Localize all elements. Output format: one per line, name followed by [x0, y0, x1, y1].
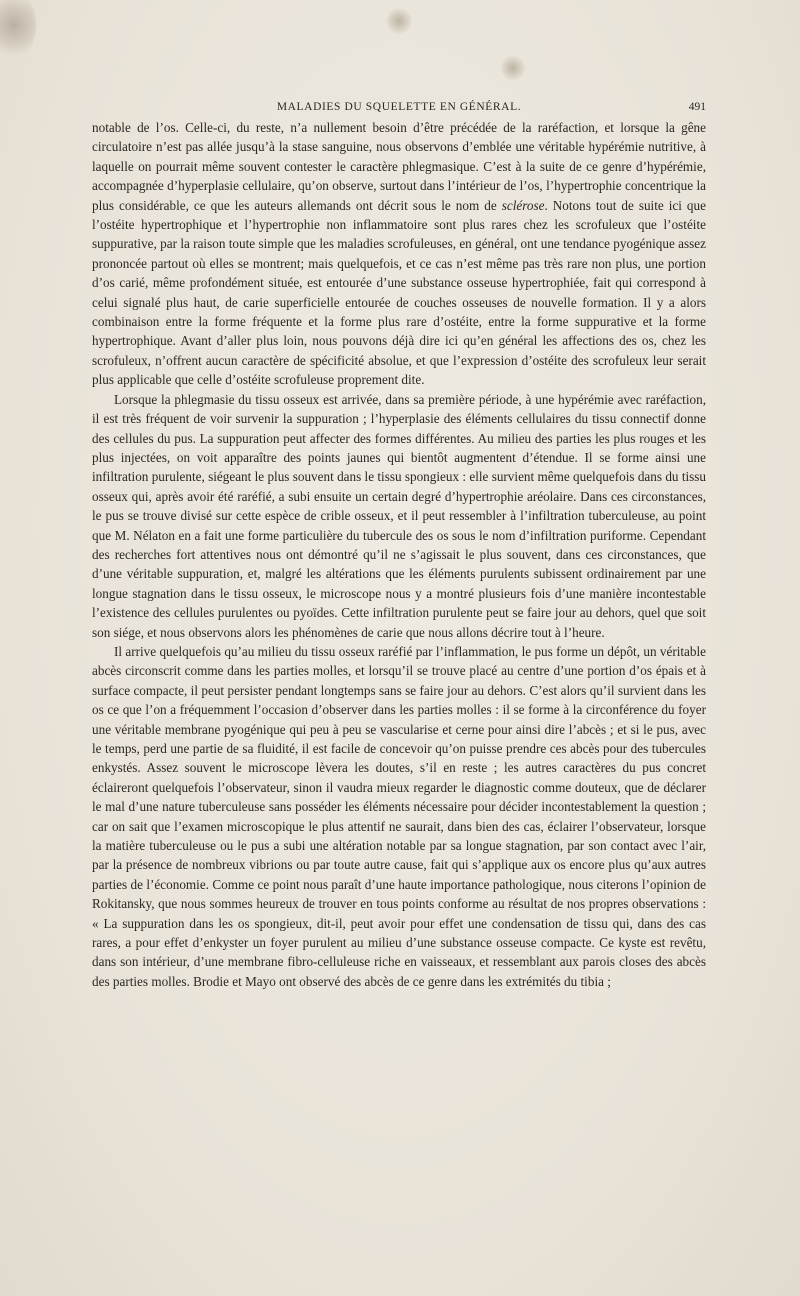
paragraph-text: . Notons tout de suite ici que l’ostéite hypertrophique et l’hypertrophie non inflammatoire sont plus rares chez les scrofuleux que l’ostéite suppurative, par la raison toute simple que les maladies scrofuleuses, en général, ont une tendance pyogénique assez prononcée partout où elles se montrent; mais quelquefois, et ce cas n’est même pas très rare non plus, une portion d’os carié, même profondément située, est entourée d’une substance osseuse hypertrophiée, fait qui correspond à celui signalé plus haut, de carie superficielle entourée de couches osseuses de nouvelle formation. Il y a alors combinaison entre la forme fréquente et la forme plus rare d’ostéite, entre la forme suppurative et la forme hypertrophique. Avant d’aller plus loin, nous pouvons déjà dire ici qu’en général les affections des os, chez les scrofuleux, n’offrent aucun caractère de spécificité absolue, et que l’expression d’ostéite des scrofuleux leur serait plus applicable que celle d’ostéite scrofuleuse proprement dite.: [92, 197, 706, 388]
paragraph: [92, 118, 706, 390]
running-title: MALADIES DU SQUELETTE EN GÉNÉRAL.: [276, 101, 522, 113]
paragraph: Il arrive quelquefois qu’au milieu du tissu osseux raréfié par l’inflammation, le pus forme un dépôt, un véritable abcès circonscrit comme dans les parties molles, et lorsqu’il se trouve placé au centre d’une portion d’os épais et à surface compacte, il peut persister pendant longtemps sans se faire jour au dehors. C’est alors qu’il survient dans les os ce que l’on a fréquemment l’occasion d’observer dans les parties molles : il se forme à la circonférence du foyer une véritable membrane pyogénique qui peu à peu se vascularise et cerne pour ainsi dire l’abcès ; et si le pus, avec le temps, perd une partie de sa fluidité, il est facile de concevoir qu’on puisse prendre ces abcès pour des tubercules enkystés. Assez souvent le microscope lèvera les doutes, s’il en reste ; les autres caractères du pus concret éclaireront quelquefois l’observateur, sinon il vaudra mieux regarder le diagnostic comme douteux, que de déclarer le mal d’une nature tuberculeuse sans posséder les éléments nécessaire pour décider incontestablement la question ; car on sait que l’examen microscopique le plus attentif ne saurait, dans bien des cas, éclairer l’observateur, lorsque la matière tuberculeuse ou le pus a subi une altération notable par sa longue stagnation, par son contact avec l’air, par la présence de nombreux vibrions ou par toute autre cause, fait qui s’applique aux os encore plus qu’aux autres parties de l’économie. Comme ce point nous paraît d’une haute importance pathologique, nous citerons l’opinion de Rokitansky, que nous sommes heureux de trouver en tous points conforme au résultat de nos propres observations : « La suppuration dans les os spongieux, dit-il, peut avoir pour effet une condensation de tissu qui, dans des cas rares, a pour effet d’enkyster un foyer purulent au milieu d’une substance osseuse compacte. Ce kyste est revêtu, dans son intérieur, d’une membrane fibro-celluleuse riche en vaisseaux, et ressemblant aux parois closes des abcès des parties molles. Brodie et Mayo ont observé des abcès de ce genre dans les extrémités du tibia ;: [92, 643, 706, 989]
paragraph: Lorsque la phlegmasie du tissu osseux est arrivée, dans sa première période, à une hypérémie avec raréfaction, il est très fréquent de voir survenir la suppuration ; l’hyperplasie des éléments cellulaires du tissu connectif donne des cellules du pus. La suppuration peut affecter des formes différentes. Au milieu des parties les plus rouges et les plus injectées, on voit apparaître des points jaunes qui bientôt augmentent d’étendue. Il se forme ainsi une infiltration purulente, siégeant le plus souvent dans le tissu spongieux : elle survient même quelquefois dans du tissu osseux qui, après avoir été raréfié, a subi ensuite un certain degré d’hypertrophie aréolaire. Dans ces circonstances, le pus se trouve divisé sur cette espèce de crible osseux, et il peut ressembler à l’infiltration tuberculeuse, au point que M. Nélaton en a fait une forme particulière du tubercule des os sous le nom d’infiltration puriforme. Cependant des recherches fort attentives nous ont démontré qu’il ne s’agissait le plus souvent, dans ces circonstances, que d’une véritable suppuration, et, malgré les altérations que les éléments purulents subissent ordinairement par une longue stagnation dans le tissu osseux, le microscope nous y a montré plusieurs fois d’une manière incontestable l’existence des cellules purulentes ou pyoïdes. Cette infiltration purulente peut se faire jour au dehors, quel que soit son siége, et nous observons alors les phénomènes de carie que nous allons décrire tout à l’heure.: [92, 391, 706, 640]
page-number: 491: [688, 101, 706, 113]
ink-stain: [386, 8, 412, 34]
ink-stain: [500, 56, 526, 80]
italic-term: sclérose: [501, 197, 545, 213]
ink-stain: [0, 0, 36, 60]
paragraph-text: notable de l’os. Celle-ci, du reste, n’a nullement besoin d’être précédée de la raréfaction, et lorsque la gêne circulatoire n’est pas allée jusqu’à la stase sanguine, nous observons d’emblée une véritable hypérémie nutritive, à laquelle on pourrait même souvent contester le caractère phlegmasique. C’est à la suite de ce genre d’hypérémie, accompagnée d’hyperplasie cellulaire, qu’on observe, surtout dans l’intérieur de l’os, l’hypertrophie concentrique la plus considérable, ce que les auteurs allemands ont décrit sous le nom de: [92, 120, 706, 213]
page-header: [92, 101, 706, 117]
body-text: [92, 118, 706, 991]
